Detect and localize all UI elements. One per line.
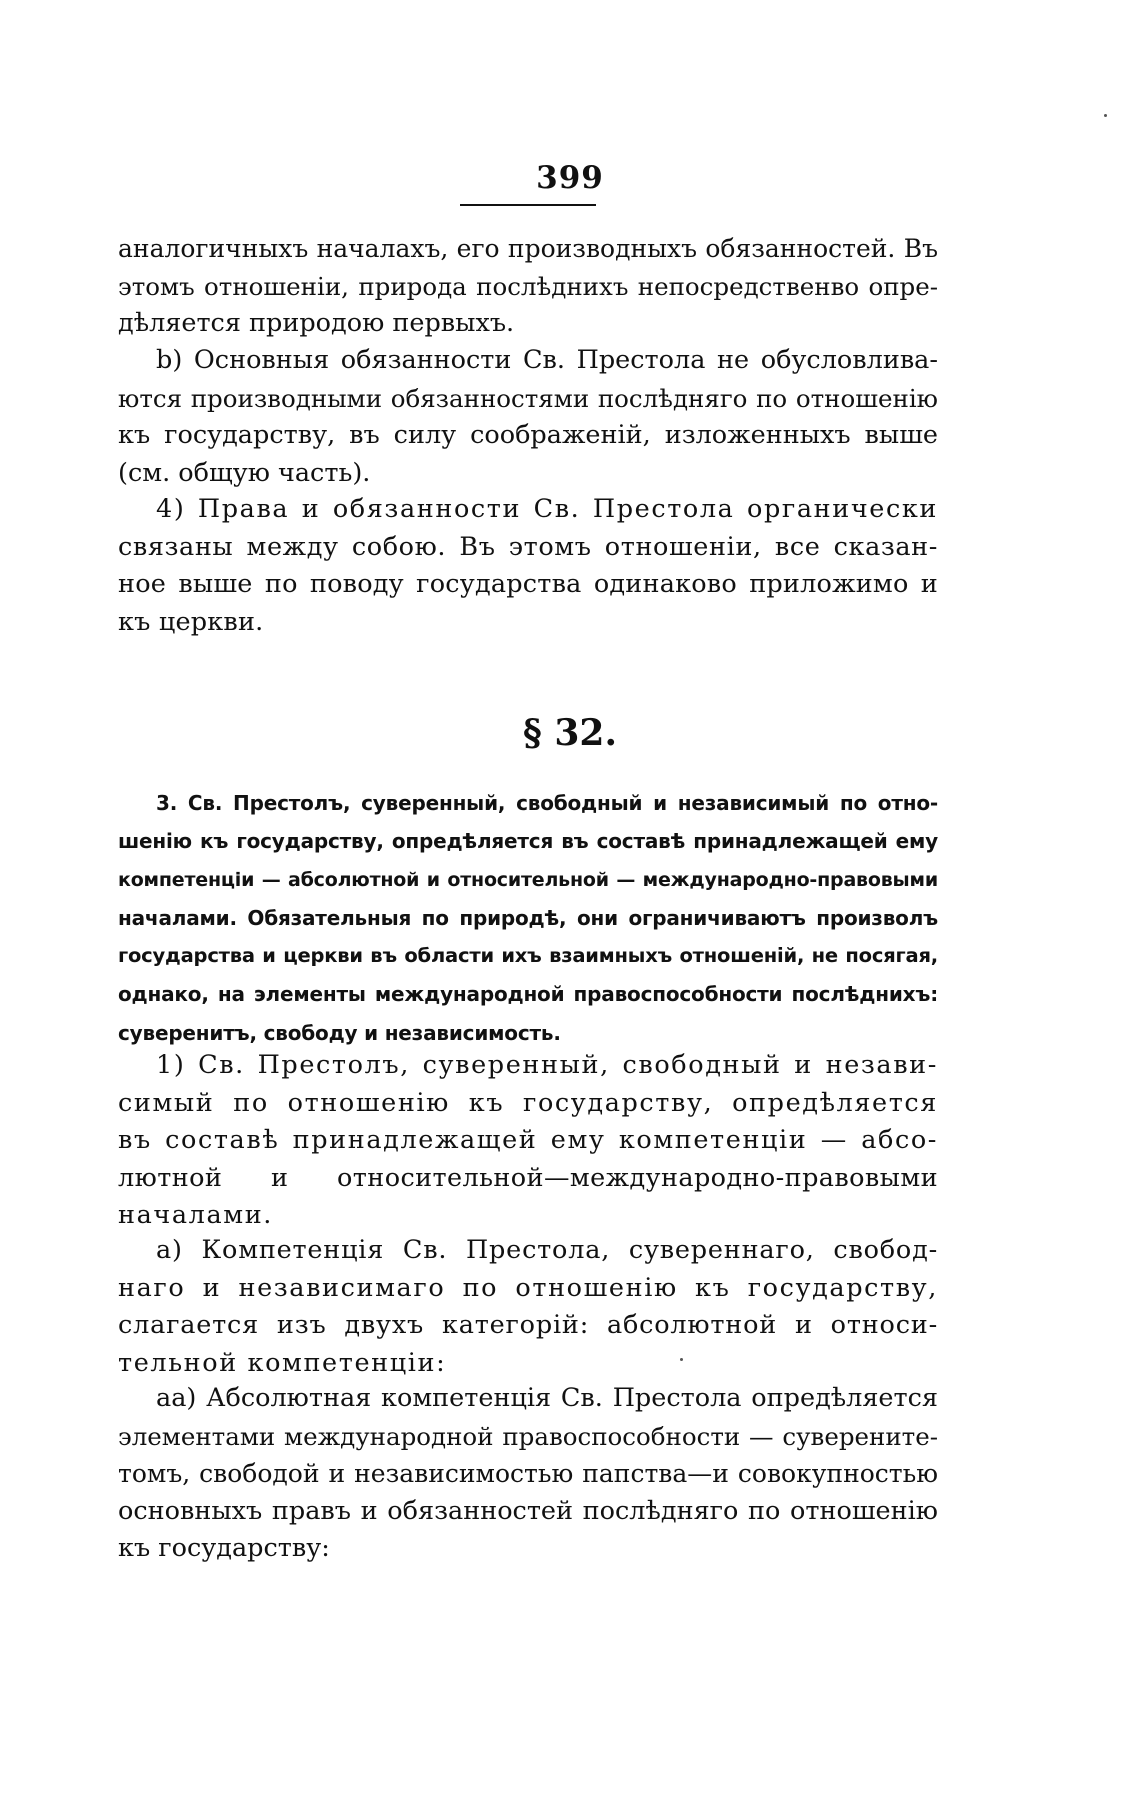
text-line: лютной и относительной—международно-правовыми [118, 1162, 938, 1193]
continuation-paragraph [118, 230, 938, 343]
paragraph-1 [118, 1047, 938, 1235]
paragraph-a [118, 1232, 938, 1382]
page-number: 399 [536, 160, 604, 196]
text-line: (см. общую часть). [118, 457, 371, 488]
text-line: началами. [118, 1200, 273, 1230]
text-line: шенію къ государству, опредѣляется въ составѣ принадлежащей ему [118, 829, 938, 854]
scan-speck [1104, 114, 1107, 117]
text-line: а) Компетенція Св. Престола, сувереннаго, свобод- [156, 1235, 938, 1265]
text-line: 4) Права и обязанности Св. Престола органически [156, 494, 938, 524]
text-line: государства и церкви въ области ихъ взаимныхъ отношеній, не посягая, [118, 944, 938, 968]
text-line: ются производными обязанностями послѣдняго по отношенію [118, 383, 938, 413]
text-line: компетенціи — абсолютной и относительной — международно-правовыми [118, 868, 938, 891]
text-line: элементами международной правоспособности — суверените- [118, 1421, 938, 1451]
text-line: этомъ отношеніи, природа послѣднихъ непосредственво опре- [118, 271, 938, 301]
section-summary [118, 784, 938, 1052]
text-line: 1) Св. Престолъ, суверенный, свободный и незави- [156, 1050, 938, 1080]
text-line: основныхъ правъ и обязанностей послѣдняго по отношенію [118, 1495, 938, 1526]
text-line: симый по отношенію къ государству, опредѣляется [118, 1087, 938, 1118]
section-heading: § 32. [523, 712, 617, 754]
text-line: къ церкви. [118, 606, 264, 637]
text-line: однако, на элементы международной правоспособности послѣднихъ: [118, 982, 938, 1007]
text-line: слагается изъ двухъ категорій: абсолютной и относи- [118, 1310, 938, 1340]
text-line: въ составѣ принадлежащей ему компетенціи — абсо- [118, 1125, 938, 1155]
text-line: тельной компетенціи: [118, 1347, 447, 1378]
paragraph-4 [118, 491, 938, 641]
text-line: къ государству: [118, 1533, 330, 1563]
scan-speck [680, 1358, 683, 1361]
text-line: аа) Абсолютная компетенція Св. Престола опредѣляется [156, 1383, 938, 1413]
text-line: суверенитъ, свободу и независимость. [118, 1020, 561, 1045]
text-line: наго и независимаго по отношенію къ государству, [118, 1272, 938, 1303]
text-line: томъ, свободой и независимостью папства—и совокупностью [118, 1459, 938, 1488]
text-line: дѣляется природою первыхъ. [118, 308, 515, 338]
text-line: b) Основныя обязанности Св. Престола не обусловлива- [156, 345, 938, 375]
text-line: началами. Обязательныя по природѣ, они ограничиваютъ произволъ [118, 905, 938, 930]
text-line: ное выше по поводу государства одинаково приложимо и [118, 569, 938, 599]
paragraph-b [118, 342, 938, 492]
paragraph-aa [118, 1380, 938, 1568]
text-line: аналогичныхъ началахъ, его производныхъ обязанностей. Въ [118, 234, 938, 263]
text-line: связаны между собою. Въ этомъ отношеніи, все сказан- [118, 531, 938, 562]
text-line: 3. Св. Престолъ, суверенный, свободный и независимый по отно- [156, 791, 938, 815]
text-line: къ государству, въ силу соображеній, изложенныхъ выше [118, 420, 938, 450]
page-number-rule [460, 204, 596, 206]
